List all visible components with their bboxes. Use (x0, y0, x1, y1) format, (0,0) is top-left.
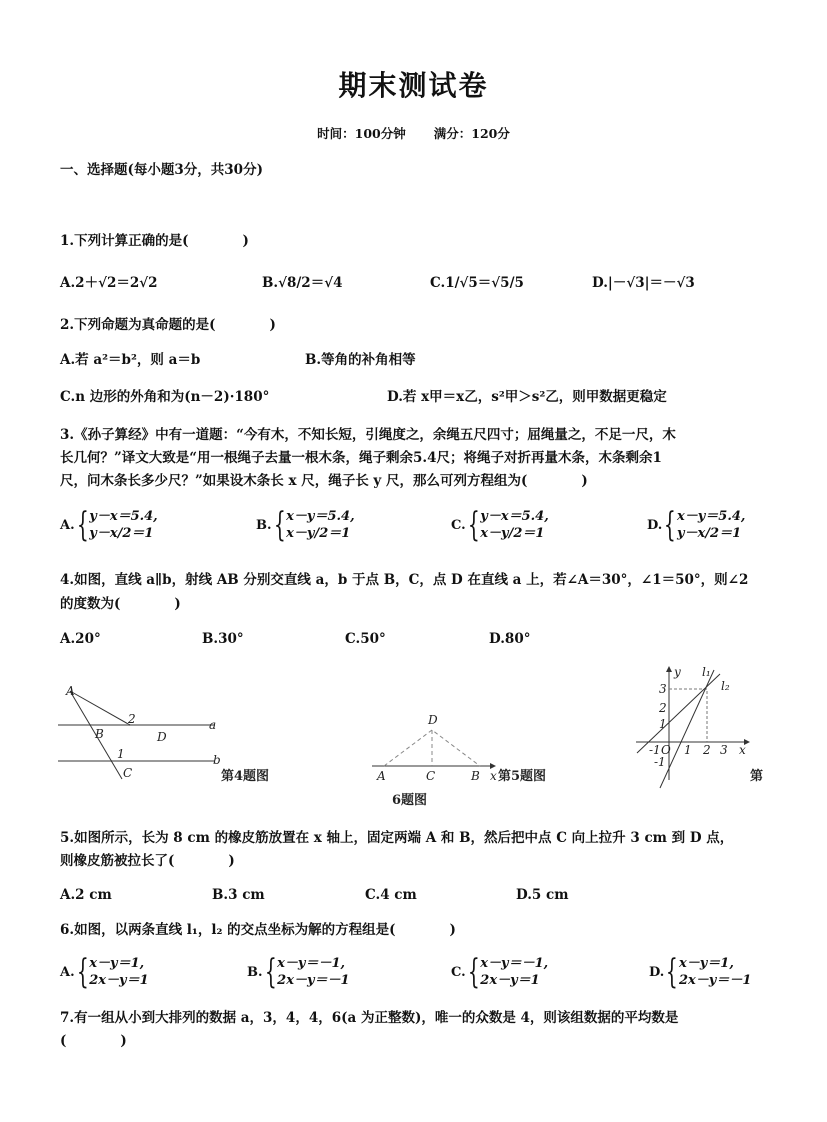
figures-area (0, 660, 827, 810)
q1-option-a: A.2＋√2＝2√2 (60, 275, 158, 291)
label-l1: l₁ (702, 665, 711, 679)
line-l1 (660, 670, 714, 788)
equation: x－y＝5.4, (286, 509, 355, 524)
question-4-line-1: 4.如图，直线 a∥b，射线 AB 分别交直线 a，b 于点 B，C，点 D 在直线 a 上，若∠A＝30°，∠1＝50°，则∠2 (60, 572, 749, 588)
exam-score: 满分：120分 (433, 126, 510, 141)
option-label: B. (256, 517, 272, 533)
tick-x-2: 2 (703, 743, 711, 757)
q3-option-d (647, 505, 746, 545)
question-6-stem: 6.如图，以两条直线 l₁，l₂ 的交点坐标为解的方程组是( ) (60, 922, 456, 938)
brace: { (76, 952, 89, 992)
equation: x－y/2＝1 (480, 526, 545, 541)
brace: { (264, 952, 277, 992)
label-c: C (426, 769, 436, 783)
brace: { (666, 952, 679, 992)
origin-label: O (661, 743, 671, 757)
tick-x-3: 3 (720, 743, 728, 757)
q5-option-a: A.2 cm (60, 887, 112, 903)
brace: { (664, 505, 677, 545)
question-1-stem: 1.下列计算正确的是( ) (60, 233, 249, 249)
q2-option-b: B.等角的补角相等 (305, 352, 416, 368)
label-b: B (471, 769, 480, 783)
exam-time: 时间：100分钟 (317, 126, 406, 141)
label-line-a: a (209, 718, 217, 732)
tick-y-3: 3 (659, 682, 667, 696)
figure-6-caption: 第 (750, 769, 764, 784)
question-3-line-1: 3.《孙子算经》中有一道题：“今有木，不知长短，引绳度之，余绳五尺四寸；屈绳量之，不足一尺，木 (60, 427, 676, 443)
q1-option-c: C.1/√5＝√5/5 (430, 275, 524, 291)
label-y: y (674, 665, 681, 679)
equation: 2x－y＝1 (480, 973, 540, 988)
figure-4 (58, 684, 269, 784)
option-label: C. (451, 964, 466, 980)
q3-option-c (451, 505, 549, 545)
option-label: A. (60, 964, 75, 980)
option-label: C. (451, 517, 466, 533)
label-d-point: D (157, 730, 167, 744)
figure-6 (636, 665, 763, 788)
equation: y－x＝5.4, (89, 509, 158, 524)
question-7-line-1: 7.有一组从小到大排列的数据 a，3，4，4，6(a 为正整数)，唯一的众数是 4，则该组数据的平均数是 (60, 1010, 679, 1026)
label-l2: l₂ (721, 679, 730, 693)
q2-option-d: D.若 x甲＝x乙，s²甲＞s²乙，则甲数据更稳定 (387, 389, 667, 405)
equation: 2x－y＝1 (89, 973, 149, 988)
brace: { (467, 952, 480, 992)
arrow-icon (666, 666, 672, 672)
q4-option-b: B.30° (202, 631, 244, 647)
q2-option-a: A.若 a²＝b²，则 a＝b (60, 352, 201, 368)
q6-option-b (247, 952, 350, 992)
equation: x－y＝5.4, (676, 509, 746, 524)
question-5-line-1: 5.如图所示，长为 8 cm 的橡皮筋放置在 x 轴上，固定两端 A 和 B，然后把中点 C 向上拉升 3 cm 到 D 点， (60, 830, 734, 846)
label-d: D (428, 713, 438, 727)
equation: x－y＝1, (89, 956, 145, 971)
q5-option-b: B.3 cm (212, 887, 265, 903)
figure-6-caption-cont: 6题图 (392, 793, 428, 808)
tick-x-minus-1: -1 (649, 743, 661, 757)
option-label: D. (647, 517, 663, 533)
label-a-point: A (66, 684, 75, 698)
segment-ad (70, 691, 130, 725)
equation: 2x－y＝－1 (678, 973, 752, 988)
q3-option-a (60, 505, 158, 545)
page-title: 期末测试卷 (338, 69, 489, 102)
tick-y-minus-1: -1 (654, 755, 666, 769)
label-angle-2: 2 (128, 712, 136, 726)
option-label: D. (649, 964, 665, 980)
equation: y－x/2＝1 (676, 526, 742, 541)
label-x: x (490, 769, 497, 783)
question-4-line-2: 的度数为( ) (60, 596, 181, 612)
option-label: A. (60, 517, 75, 533)
figure-5 (372, 713, 546, 808)
equation: y－x/2＝1 (89, 526, 154, 541)
equation: x－y/2＝1 (286, 526, 351, 541)
option-label: B. (247, 964, 263, 980)
brace: { (76, 505, 89, 545)
brace: { (273, 505, 286, 545)
q5-option-d: D.5 cm (516, 887, 569, 903)
label-angle-1: 1 (117, 747, 125, 761)
question-2-stem: 2.下列命题为真命题的是( ) (60, 317, 276, 333)
brace: { (467, 505, 480, 545)
question-7-line-2: ( ) (60, 1033, 127, 1049)
tick-y-2: 2 (659, 701, 667, 715)
exam-info (0, 124, 827, 142)
q6-option-d (649, 952, 752, 992)
figure-5-caption: 第5题图 (498, 769, 547, 784)
equation: x－y＝－1, (480, 956, 549, 971)
q6-option-c (451, 952, 549, 992)
figure-4-caption: 第4题图 (221, 769, 270, 784)
label-line-b: b (213, 753, 221, 767)
equation: x－y＝1, (678, 956, 734, 971)
label-a: A (377, 769, 386, 783)
question-3-line-2: 长几何？”译文大致是“用一根绳子去量一根木条，绳子剩余5.4尺；将绳子对折再量木条，木条剩余1 (60, 450, 662, 466)
q1-option-b: B.√8/2＝√4 (262, 275, 343, 291)
q4-option-d: D.80° (489, 631, 531, 647)
question-5-line-2: 则橡皮筋被拉长了( ) (60, 853, 235, 869)
q4-option-c: C.50° (345, 631, 386, 647)
line-l2 (637, 674, 720, 753)
q1-option-d: D.|－√3|＝－√3 (592, 275, 695, 291)
label-x: x (739, 743, 746, 757)
equation: y－x＝5.4, (480, 509, 549, 524)
label-b-point: B (95, 727, 104, 741)
q3-option-b (256, 505, 355, 545)
label-c-point: C (123, 766, 133, 780)
q6-option-a (60, 952, 149, 992)
section-heading: 一、选择题(每小题3分，共30分) (60, 162, 263, 178)
tick-x-1: 1 (684, 743, 692, 757)
equation: x－y＝－1, (277, 956, 346, 971)
q4-option-a: A.20° (60, 631, 101, 647)
q5-option-c: C.4 cm (365, 887, 417, 903)
question-3-line-3: 尺，问木条长多少尺？”如果设木条长 x 尺，绳子长 y 尺，那么可列方程组为( ) (60, 473, 588, 489)
equation: 2x－y＝－1 (277, 973, 350, 988)
tick-y-1: 1 (659, 717, 667, 731)
q2-option-c: C.n 边形的外角和为(n－2)·180° (60, 389, 270, 405)
